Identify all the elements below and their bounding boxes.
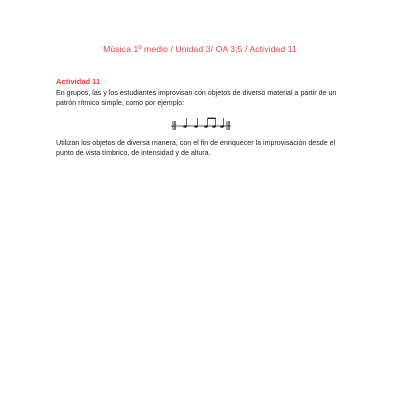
page-header-breadcrumb: Música 1º medio / Unidad 3/ OA 3;5 / Actividad 11 (103, 44, 297, 54)
activity-title: Actividad 11 (56, 77, 101, 86)
activity-paragraph-2: Utilizan los objetos de diversa manera, con el fin de enriquecer la improvisación desde el punto de vista tímbrico, de intensidad y de altura. (56, 139, 336, 158)
activity-paragraph-1: En grupos, las y los estudiantes improvisan con objetos de diverso material a partir de un patrón rítmico simple, como por ejemplo: (56, 89, 337, 108)
rhythm-notation-icon (170, 113, 232, 133)
